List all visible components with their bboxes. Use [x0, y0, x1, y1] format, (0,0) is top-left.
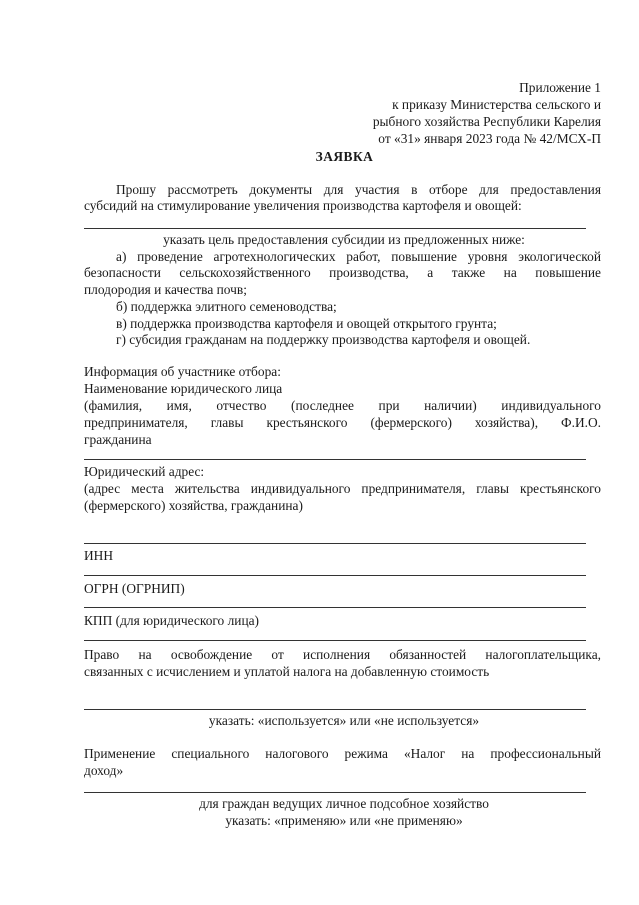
tax-regime-input-line[interactable] — [84, 792, 586, 793]
tax-regime-line-2: доход» — [84, 763, 124, 778]
kpp-input-line[interactable] — [84, 640, 586, 641]
vat-input-line[interactable] — [84, 709, 586, 710]
intro-line-1: Прошу рассмотреть документы для участия в отборе для предоставления — [116, 182, 601, 197]
kpp-label: КПП (для юридического лица) — [84, 613, 260, 628]
ogrn-label: ОГРН (ОГРНИП) — [84, 581, 185, 596]
purpose-option-c: в) поддержка производства картофеля и овощей открытого грунта; — [116, 316, 497, 331]
header-order-line: к приказу Министерства сельского и — [392, 97, 601, 112]
legal-name-hint-1: (фамилия, имя, отчество (последнее при наличии) индивидуального — [84, 398, 601, 413]
legal-address-input-line[interactable] — [84, 543, 586, 544]
legal-name-label: Наименование юридического лица — [84, 381, 283, 396]
vat-line-1: Право на освобождение от исполнения обязанностей налогоплательщика, — [84, 647, 601, 662]
vat-line-2: связанных с исчислением и уплатой налога на добавленную стоимость — [84, 664, 490, 679]
tax-regime-line-1: Применение специального налогового режима «Налог на профессиональный — [84, 746, 601, 761]
purpose-option-a-2: безопасности сельскохозяйственного производства, а также на повышение — [84, 265, 601, 280]
ogrn-input-line[interactable] — [84, 607, 586, 608]
legal-address-hint-1: (адрес места жительства индивидуального предпринимателя, главы крестьянского — [84, 481, 601, 496]
purpose-option-b: б) поддержка элитного семеноводства; — [116, 299, 337, 314]
legal-name-input-line[interactable] — [84, 459, 586, 460]
legal-name-hint-3: гражданина — [84, 432, 152, 447]
inn-input-line[interactable] — [84, 575, 586, 576]
legal-name-hint-2: предпринимателя, главы крестьянского (фермерского) хозяйства), Ф.И.О. — [84, 415, 601, 430]
purpose-caption: указать цель предоставления субсидии из предложенных ниже: — [163, 232, 525, 247]
header-appendix: Приложение 1 — [519, 80, 601, 95]
header-date-line: от «31» января 2023 года № 42/МСХ-П — [378, 131, 601, 146]
inn-label: ИНН — [84, 548, 114, 563]
purpose-option-d: г) субсидия гражданам на поддержку производства картофеля и овощей. — [116, 332, 531, 347]
header-ministry-line: рыбного хозяйства Республики Карелия — [372, 114, 601, 129]
participant-heading: Информация об участнике отбора: — [84, 364, 281, 379]
legal-address-label: Юридический адрес: — [84, 464, 205, 479]
tax-regime-caption-2: указать: «применяю» или «не применяю» — [225, 813, 463, 828]
purpose-input-line[interactable] — [84, 228, 586, 229]
vat-caption: указать: «используется» или «не используется» — [208, 713, 480, 728]
purpose-option-a-1: а) проведение агротехнологических работ, повышение уровня экологической — [116, 249, 601, 264]
legal-address-hint-2: (фермерского) хозяйства, гражданина) — [84, 498, 303, 513]
tax-regime-caption-1: для граждан ведущих личное подсобное хозяйство — [199, 796, 489, 811]
page-title: ЗАЯВКА — [315, 149, 374, 164]
intro-line-2: субсидий на стимулирование увеличения производства картофеля и овощей: — [84, 198, 522, 213]
purpose-option-a-3: плодородия и качества почв; — [84, 282, 247, 297]
